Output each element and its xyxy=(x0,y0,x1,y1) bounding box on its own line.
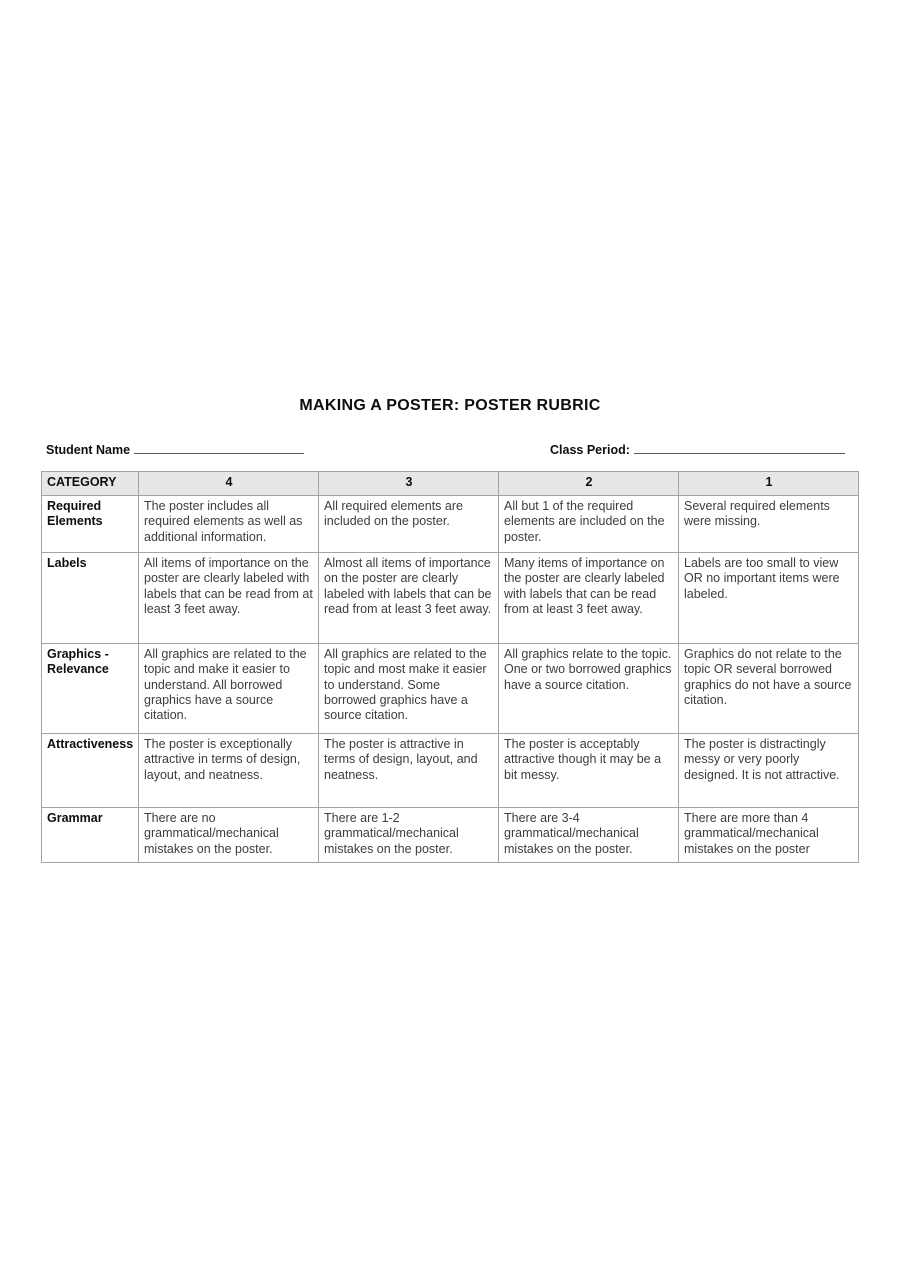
class-period-block xyxy=(550,440,845,457)
rubric-cell: There are more than 4 grammatical/mechanical mistakes on the poster xyxy=(679,808,859,863)
rubric-cell: All items of importance on the poster are clearly labeled with labels that can be read from at least 3 feet away. xyxy=(139,553,319,644)
rubric-cell: Labels are too small to view OR no important items were labeled. xyxy=(679,553,859,644)
header-score-2: 2 xyxy=(499,472,679,496)
rubric-cell: The poster includes all required elements as well as additional information. xyxy=(139,496,319,553)
student-name-blank-line xyxy=(134,440,304,454)
header-score-4: 4 xyxy=(139,472,319,496)
category-cell: Graphics - Relevance xyxy=(42,644,139,734)
rubric-cell: There are 3-4 grammatical/mechanical mistakes on the poster. xyxy=(499,808,679,863)
category-cell: Grammar xyxy=(42,808,139,863)
rubric-table xyxy=(41,471,859,863)
rubric-cell: All graphics are related to the topic and make it easier to understand. All borrowed graphics have a source citation. xyxy=(139,644,319,734)
name-period-row xyxy=(41,440,858,460)
header-category: CATEGORY xyxy=(42,472,139,496)
page-title: MAKING A POSTER: POSTER RUBRIC xyxy=(299,397,601,414)
student-name-label: Student Name xyxy=(46,443,131,457)
category-cell: Attractiveness xyxy=(42,734,139,808)
rubric-cell: The poster is exceptionally attractive in terms of design, layout, and neatness. xyxy=(139,734,319,808)
class-period-label: Class Period: xyxy=(550,443,630,457)
student-name-block xyxy=(46,440,304,457)
rubric-cell: The poster is attractive in terms of design, layout, and neatness. xyxy=(319,734,499,808)
rubric-cell: The poster is distractingly messy or very poorly designed. It is not attractive. xyxy=(679,734,859,808)
rubric-cell: All required elements are included on the poster. xyxy=(319,496,499,553)
table-row-attractiveness xyxy=(42,734,859,808)
table-row-graphics-relevance xyxy=(42,644,859,734)
header-row xyxy=(42,472,859,496)
table-row-grammar xyxy=(42,808,859,863)
rubric-cell: Several required elements were missing. xyxy=(679,496,859,553)
category-cell: Labels xyxy=(42,553,139,644)
rubric-cell: Graphics do not relate to the topic OR several borrowed graphics do not have a source citation. xyxy=(679,644,859,734)
category-cell: Required Elements xyxy=(42,496,139,553)
rubric-cell: There are 1-2 grammatical/mechanical mistakes on the poster. xyxy=(319,808,499,863)
rubric-cell: There are no grammatical/mechanical mistakes on the poster. xyxy=(139,808,319,863)
rubric-cell: Almost all items of importance on the poster are clearly labeled with labels that can be read from at least 3 feet away. xyxy=(319,553,499,644)
rubric-cell: The poster is acceptably attractive though it may be a bit messy. xyxy=(499,734,679,808)
class-period-blank-line xyxy=(634,440,845,454)
header-score-1: 1 xyxy=(679,472,859,496)
table-row-labels xyxy=(42,553,859,644)
rubric-cell: All graphics are related to the topic and most make it easier to understand. Some borrowed graphics have a source citation. xyxy=(319,644,499,734)
rubric-cell: All but 1 of the required elements are included on the poster. xyxy=(499,496,679,553)
rubric-cell: Many items of importance on the poster are clearly labeled with labels that can be read from at least 3 feet away. xyxy=(499,553,679,644)
table-row-required-elements xyxy=(42,496,859,553)
header-score-3: 3 xyxy=(319,472,499,496)
rubric-cell: All graphics relate to the topic. One or two borrowed graphics have a source citation. xyxy=(499,644,679,734)
